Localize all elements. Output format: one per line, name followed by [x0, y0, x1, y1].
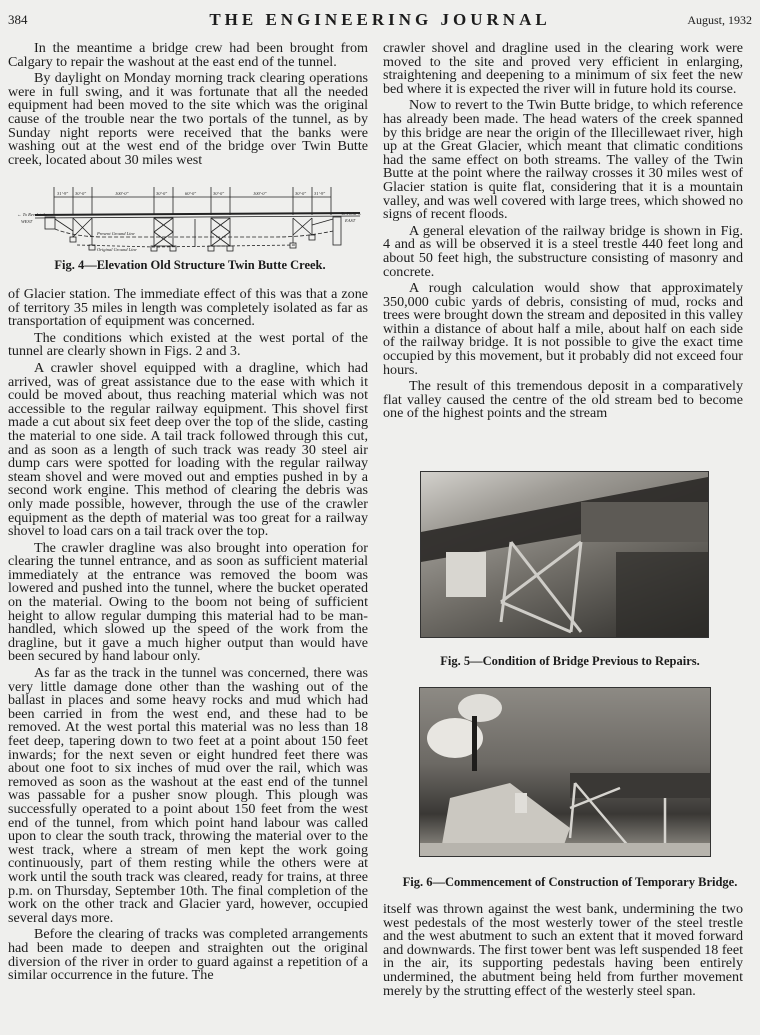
svg-text:31'-9": 31'-9": [314, 191, 326, 196]
svg-text:EAST: EAST: [345, 218, 356, 223]
right-column-top: [383, 42, 743, 424]
construction-photo-illustration: [420, 688, 710, 856]
figure-5-damaged-bridge-photo: [420, 471, 709, 638]
svg-text:30'-0": 30'-0": [213, 191, 225, 196]
svg-text:31'-9": 31'-9": [57, 191, 69, 196]
paragraph: As far as the track in the tunnel was concerned, there was very little damage done other than the washing out of the ballast in places and some heavy rocks and mud which had been carried in from the west end, and these had to be removed. At the west portal this material was no less than 18 feet deep, tapering down to two feet at a point about 150 feet inwards; for the next seven or eight hundred feet there was about one foot to six inches of mud over the rail, which was removed as soon as the washout at the east end of the tunnel was passable for a pusher snow plough. This plough was successfully operated to a point about 150 feet from the west end of the tunnel, from which point hand labour was called upon to clear the south track, throwing the material over to the west track, where a stream of men kept the work going continuously, part of them resting while the others were at work until the south track was cleared, ready for trains, at three p.m. on Thursday, September 10th. The final completion of the work on the other track and Glacier yard, however, occupied several days more.: [8, 665, 368, 926]
svg-text:60'-0": 60'-0": [185, 191, 197, 196]
svg-text:30'-0": 30'-0": [156, 191, 168, 196]
bridge-elevation-drawing: [15, 185, 370, 255]
bridge-photo-illustration: [421, 472, 708, 637]
paragraph: By daylight on Monday morning track clearing operations were in full swing, and it was fortunate that all the needed equipment had been moved to the site which was the original cause of the trouble near the two portals of the tunnel, as by Sunday night reports were received that the banks were washing out at the west end of the bridge over Twin Butte creek, located about 30 miles west: [8, 70, 368, 168]
paragraph: Before the clearing of tracks was completed arrangements had been made to deepen and straighten out the original diversion of the river in order to guard against a repetition of a similar occurrence in the future. The: [8, 926, 368, 984]
paragraph: In the meantime a bridge crew had been brought from Calgary to repair the washout at the east end of the tunnel.: [8, 40, 368, 70]
paragraph: The conditions which existed at the west portal of the tunnel are clearly shown in Figs. 2 and 3.: [8, 329, 368, 360]
svg-text:100'-0": 100'-0": [115, 191, 129, 196]
paragraph: A rough calculation would show that approximately 350,000 cubic yards of debris, consisting of mud, rocks and trees were brought down the stream and deposited in this valley within a distance of about half a mile, about half on each side of the railway bridge. It is not possible to give the exact time occupied by this movement, but it probably did not exceed four hours.: [383, 280, 743, 378]
left-column-top: [8, 42, 368, 170]
figure-5-caption: Fig. 5—Condition of Bridge Previous to Repairs.: [440, 654, 700, 668]
figure-4-caption: Fig. 4—Elevation Old Structure Twin Butte Creek.: [54, 258, 326, 272]
issue-date: August, 1932: [687, 13, 752, 27]
paragraph: A general elevation of the railway bridge is shown in Fig. 4 and as will be observed it is a steel trestle 440 feet long and about 50 feet high, the substructure consisting of masonry and concrete.: [383, 222, 743, 280]
paragraph: A crawler shovel equipped with a dragline, which had arrived, was of great assistance due to the ease with which it could be moved about, thus reaching material which was not accessible to the regular railway equipment. This shovel first made a cut about six feet deep over the top of the slide, casting the material to one side. A tail track followed through this cut, and as soon as a length of such track was ready 30 steel air dump cars were spotted for loading with the regular railway steam shovel and were moved out and empties pushed in by a second work engine. This method of clearing the debris was only made possible, however, through the use of the crawler equipment as the depth of material was too great for a railway shovel to load cars on a tail track over the top.: [8, 359, 368, 540]
figure-6-temporary-bridge-photo: [419, 687, 711, 857]
svg-text:30'-0": 30'-0": [295, 191, 307, 196]
right-column-bottom: [383, 903, 743, 1001]
paragraph: crawler shovel and dragline used in the clearing work were moved to the site and proved very efficient in enlarging, straightening and deepening to a minimum of six feet the new bed where it is expected the river will in future hold its course.: [383, 40, 743, 97]
svg-text:100'-0": 100'-0": [253, 191, 267, 196]
paragraph: The result of this tremendous deposit in a comparatively flat valley caused the centre of the old stream bed to become one of the highest points and the stream: [383, 378, 743, 422]
svg-text:To Field →: To Field →: [341, 211, 362, 216]
figure-6-caption: Fig. 6—Commencement of Construction of Temporary Bridge.: [402, 875, 738, 889]
paragraph: itself was thrown against the west bank, undermining the two west pedestals of the most westerly tower of the steel trestle and the west abutment to such an extent that it moved forward and downwards. The first tower bent was left suspended 18 feet in the air, its supporting pedestals having been entirely undermined, the abutment being held from further movement merely by the strutting effect of the westerly steel span.: [383, 901, 743, 999]
left-column-main: [8, 288, 368, 986]
paragraph: The crawler dragline was also brought into operation for clearing the tunnel entrance, and as soon as sufficient material immediately at the entrance was removed the boom was lowered and pushed into the tunnel, where the bucket operated on the material. Owing to the boom not being of sufficient height to allow regular dumping this material had to be man-handled, which slowed up the speed of the work from the dragline, but it gave a much higher output than would have been secured by hand labour only.: [8, 539, 368, 665]
svg-text:30'-0": 30'-0": [75, 191, 87, 196]
svg-text:Present Ground Line: Present Ground Line: [97, 231, 135, 236]
svg-text:Original Ground Line: Original Ground Line: [97, 247, 137, 252]
page-number: 384: [8, 12, 28, 27]
svg-text:WEST: WEST: [21, 219, 33, 224]
west-direction-label: ← To Revelstoke: [17, 212, 48, 217]
paragraph: Now to revert to the Twin Butte bridge, to which reference has already been made. The head waters of the creek spanned by this bridge are near the origin of the Illecillewaet river, high up at the Great Glacier, which meant that climatic conditions had the same effect on both streams. The valley of the Twin Butte at the point where the railway crosses it 30 miles west of Glacier station is quite flat, considering that it is a mountain valley, and was well covered with large trees, which showed no signs of recent floods.: [383, 97, 743, 223]
journal-title: THE ENGINEERING JOURNAL: [209, 10, 551, 29]
paragraph: of Glacier station. The immediate effect of this was that a zone of territory 35 miles in length was completely isolated as far as transportation of equipment was concerned.: [8, 286, 368, 330]
figure-4-bridge-elevation-diagram: [15, 185, 370, 255]
page-header: [0, 10, 760, 32]
